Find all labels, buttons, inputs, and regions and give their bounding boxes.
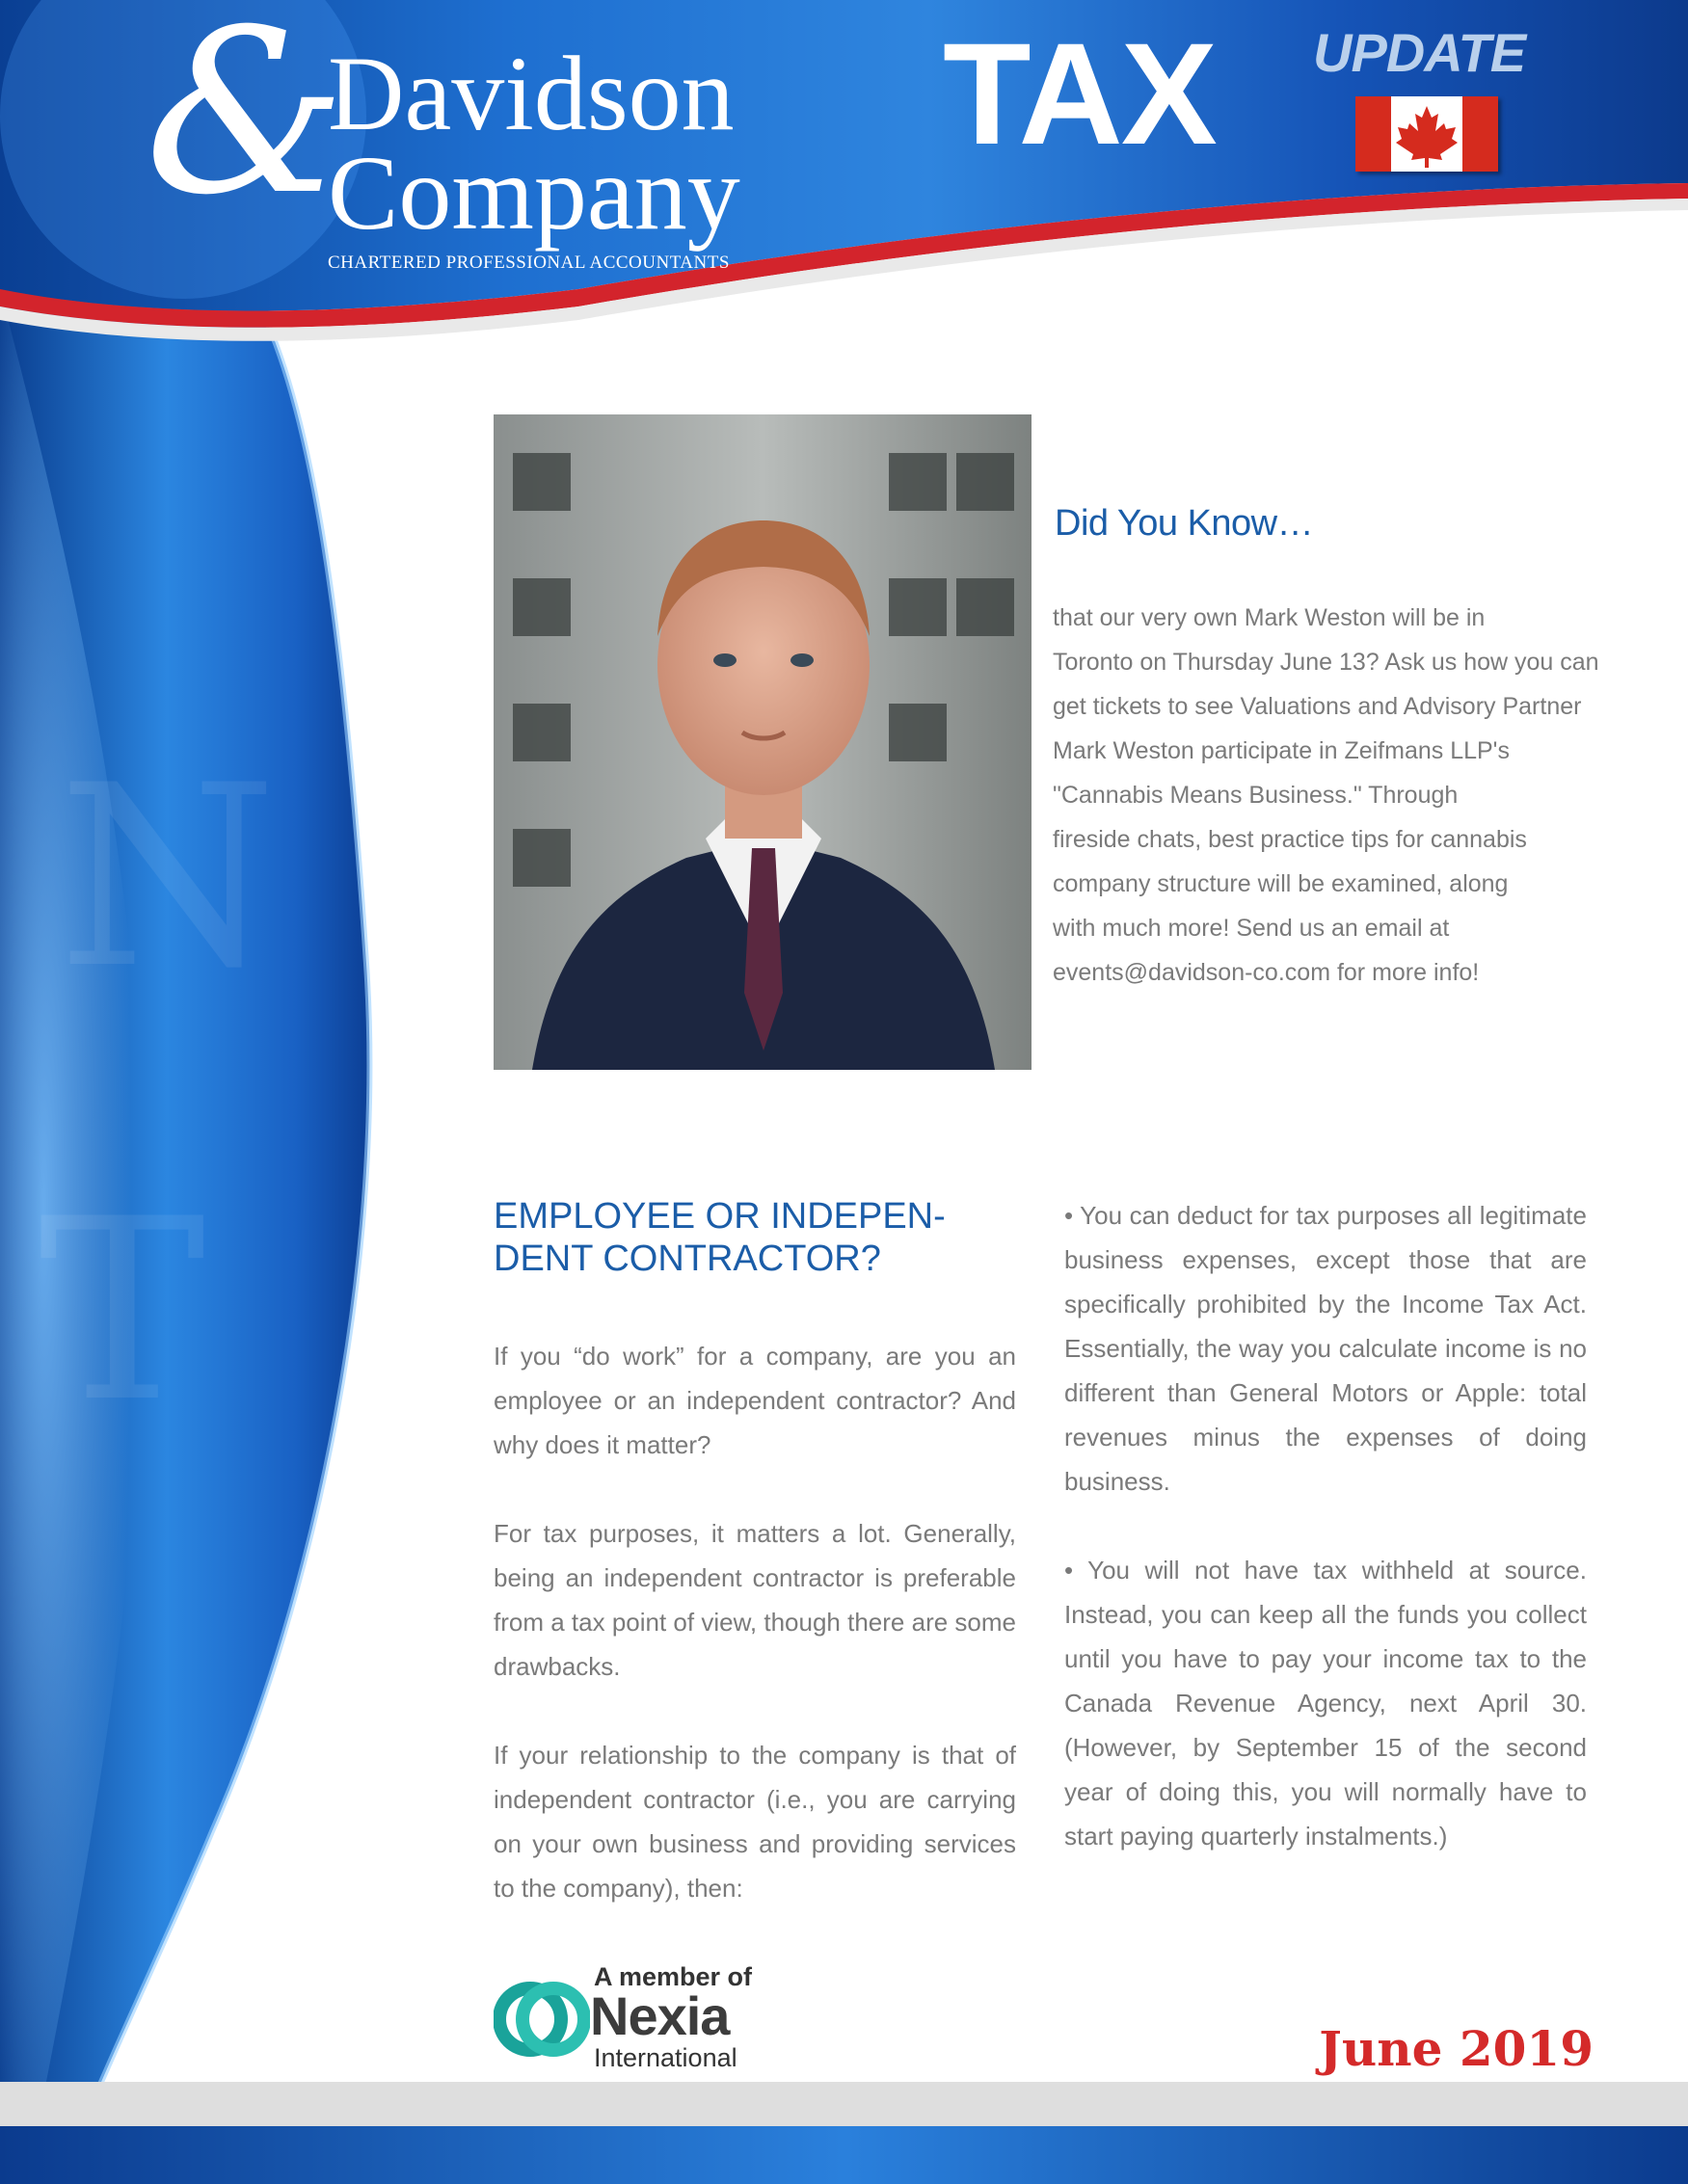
- logo-ampersand: &: [145, 0, 347, 245]
- newsletter-subtitle: UPDATE: [1313, 22, 1526, 83]
- svg-text:T: T: [39, 1166, 206, 1457]
- did-you-know-line: fireside chats, best practice tips for cannabis: [1053, 826, 1527, 853]
- did-you-know-line: "Cannabis Means Business." Through: [1053, 782, 1459, 809]
- did-you-know-line: company structure will be examined, along: [1053, 870, 1509, 897]
- article-heading-line: DENT CONTRACTOR?: [494, 1238, 881, 1279]
- did-you-know-body: [1053, 596, 1604, 995]
- nexia-name: Nexia: [590, 1985, 730, 2046]
- did-you-know-line: Mark Weston participate in Zeifmans LLP's: [1053, 737, 1510, 764]
- did-you-know-heading: Did You Know…: [1055, 503, 1314, 544]
- did-you-know-line: with much more! Send us an email at: [1053, 915, 1450, 942]
- nexia-member-text: A member of: [594, 1962, 753, 1991]
- logo-name-line2: Company: [328, 134, 740, 252]
- article-paragraph: If your relationship to the company is that of independent contractor (i.e., you are carrying on your own business and providing services to the company), then:: [494, 1741, 1016, 1903]
- company-logo: [145, 0, 800, 273]
- article-paragraph: If you “do work” for a company, are you an employee or an independent contractor? And why does it matter?: [494, 1342, 1016, 1459]
- nexia-mark-icon: [494, 1976, 590, 2063]
- did-you-know-line: that our very own Mark Weston will be in: [1053, 604, 1486, 631]
- article-bullet: • You can deduct for tax purposes all legitimate business expenses, except those that are specifically prohibited by the Income Tax Act. Essentially, the way you calculate income is no different than General Motors or Apple: total revenues minus the expenses of doing business.: [1064, 1201, 1587, 1496]
- article-heading-line: EMPLOYEE OR INDEPEN-: [494, 1196, 946, 1237]
- canada-flag-icon: [1355, 96, 1498, 172]
- article-paragraph: For tax purposes, it matters a lot. Generally, being an independent contractor is preferable from a tax point of view, though there are some drawbacks.: [494, 1519, 1016, 1681]
- article-heading: [494, 1195, 1014, 1280]
- newsletter-title: TAX: [943, 13, 1216, 174]
- article-bullet: • You will not have tax withheld at source. Instead, you can keep all the funds you collect until you have to pay your income tax to the Canada Revenue Agency, next April 30. (However, by September 15 of the second year of doing this, you will normally have to start paying quarterly instalments.): [1064, 1556, 1587, 1851]
- article-column-right: [1064, 1193, 1587, 1903]
- issue-date: June 2019: [1319, 2020, 1594, 2077]
- did-you-know-line: events@davidson-co.com for more info!: [1053, 959, 1480, 986]
- did-you-know-line: get tickets to see Valuations and Advisory Partner: [1053, 693, 1582, 720]
- logo-name-line1: Davidson: [328, 35, 735, 152]
- nexia-international: International: [594, 2043, 737, 2072]
- logo-tagline: CHARTERED PROFESSIONAL ACCOUNTANTS: [328, 253, 730, 273]
- svg-text:N: N: [58, 732, 278, 1024]
- did-you-know-line: Toronto on Thursday June 13? Ask us how you can: [1053, 649, 1599, 676]
- nexia-logo: [494, 1962, 764, 2072]
- article-column-left: [494, 1334, 1016, 1955]
- portrait-photo: [494, 414, 1032, 1070]
